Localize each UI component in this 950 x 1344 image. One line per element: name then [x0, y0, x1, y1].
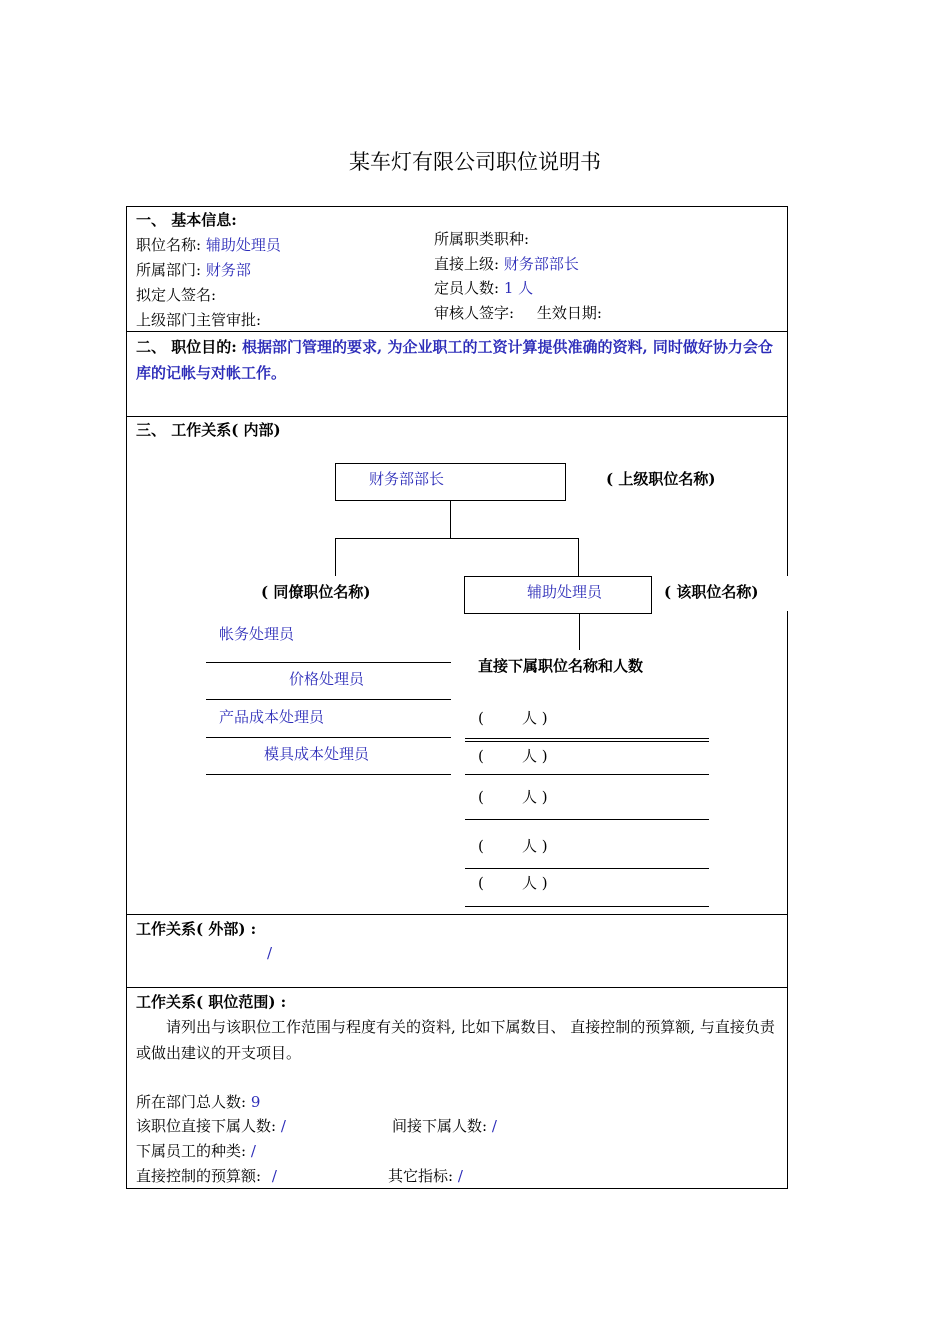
other-metrics-row — [388, 1166, 463, 1186]
peer-position-3: 产品成本处理员 — [219, 708, 325, 726]
budget-row — [136, 1166, 277, 1186]
subordinate-types-value: / — [250, 1142, 256, 1160]
subordinate-caption: 直接下属职位名称和人数 — [478, 657, 644, 675]
peer-position-4: 模具成本处理员 — [264, 745, 370, 763]
connector-line — [578, 538, 579, 576]
reviewer-row — [434, 303, 602, 323]
internal-relations-heading: 三、 工作关系( 内部) — [136, 421, 281, 439]
approver-label: 上级部门主管审批: — [136, 311, 262, 329]
connector-line — [335, 538, 336, 576]
external-relations-value: / — [267, 944, 273, 962]
peer-position-caption: ( 同僚职位名称) — [261, 583, 371, 601]
direct-superior-row — [434, 254, 579, 274]
subordinate-underline — [465, 819, 709, 820]
dept-total-value: 9 — [250, 1093, 261, 1111]
peer-position-2: 价格处理员 — [289, 670, 365, 688]
subordinate-slot-2: ( 人 ) — [478, 747, 548, 765]
direct-subordinates-row — [136, 1116, 286, 1136]
peer-underline — [206, 699, 451, 700]
subordinate-underline — [465, 868, 709, 869]
position-name-value: 辅助处理员 — [205, 236, 281, 254]
other-metrics-value: / — [457, 1167, 463, 1185]
reviewer-label: 审核人签字: — [434, 304, 515, 322]
direct-subordinates-value: / — [280, 1117, 286, 1135]
superior-position-caption: ( 上级职位名称) — [606, 470, 716, 488]
row-divider — [126, 987, 788, 988]
department-label: 所属部门: — [136, 261, 202, 279]
department-value: 财务部 — [205, 261, 251, 279]
peer-underline — [206, 774, 451, 775]
subordinate-slot-4: ( 人 ) — [478, 837, 548, 855]
row-divider — [126, 331, 788, 332]
headcount-value: 1 人 — [503, 279, 534, 297]
job-category-label: 所属职类职种: — [434, 230, 530, 248]
scope-description: 请列出与该职位工作范围与程度有关的资料, 比如下属数目、 直接控制的预算额, 与直接负责或做出建议的开支项目。 — [136, 1018, 775, 1062]
connector-line — [579, 614, 580, 650]
position-name-row — [136, 235, 281, 255]
subordinate-slot-3: ( 人 ) — [478, 788, 548, 806]
other-metrics-label: 其它指标: — [388, 1167, 454, 1185]
indirect-subordinates-value: / — [491, 1117, 497, 1135]
purpose-text: 根据部门管理的要求, 为企业职工的工资计算提供准确的资料, 同时做好协力会仓库的记帐与对帐工作。 — [136, 338, 773, 382]
budget-label: 直接控制的预算额: — [136, 1167, 262, 1185]
job-category-row — [434, 229, 529, 249]
approver-row — [136, 310, 261, 330]
effective-date-label: 生效日期: — [536, 304, 602, 322]
subordinate-types-row — [136, 1141, 256, 1161]
headcount-row — [434, 278, 533, 298]
peer-position-1: 帐务处理员 — [219, 625, 295, 643]
row-divider — [126, 914, 788, 915]
current-position-name: 辅助处理员 — [527, 583, 603, 601]
purpose-heading: 二、 职位目的: — [136, 338, 237, 356]
subordinate-slot-5: ( 人 ) — [478, 874, 548, 892]
subordinate-types-label: 下属员工的种类: — [136, 1142, 247, 1160]
current-position-caption: ( 该职位名称) — [664, 583, 759, 601]
scope-heading: 工作关系( 职位范围) : — [136, 993, 287, 1011]
row-divider — [126, 416, 788, 417]
connector-line — [450, 501, 451, 538]
basic-info-heading: 一、 基本信息: — [136, 211, 237, 229]
document-title: 某车灯有限公司职位说明书 — [349, 150, 601, 174]
subordinate-underline — [465, 906, 709, 907]
headcount-label: 定员人数: — [434, 279, 500, 297]
external-relations-heading: 工作关系( 外部) : — [136, 920, 257, 938]
indirect-subordinates-row — [392, 1116, 497, 1136]
subordinate-underline — [465, 774, 709, 775]
budget-value: / — [271, 1167, 277, 1185]
drafter-label: 拟定人签名: — [136, 286, 217, 304]
caption-overlap-mask — [787, 576, 791, 611]
peer-underline — [206, 737, 451, 738]
direct-superior-value: 财务部部长 — [503, 255, 579, 273]
subordinate-slot-1: ( 人 ) — [478, 709, 548, 727]
indirect-subordinates-label: 间接下属人数: — [392, 1117, 488, 1135]
position-purpose — [136, 334, 782, 386]
connector-line — [335, 538, 579, 539]
position-name-label: 职位名称: — [136, 236, 202, 254]
department-row — [136, 260, 251, 280]
peer-underline — [206, 662, 451, 663]
subordinate-underline — [465, 738, 709, 739]
subordinate-underline — [465, 741, 709, 742]
drafter-row — [136, 285, 216, 305]
direct-subordinates-label: 该职位直接下属人数: — [136, 1117, 277, 1135]
superior-position-name: 财务部部长 — [369, 470, 445, 488]
direct-superior-label: 直接上级: — [434, 255, 500, 273]
dept-total-row — [136, 1092, 260, 1112]
dept-total-label: 所在部门总人数: — [136, 1093, 247, 1111]
